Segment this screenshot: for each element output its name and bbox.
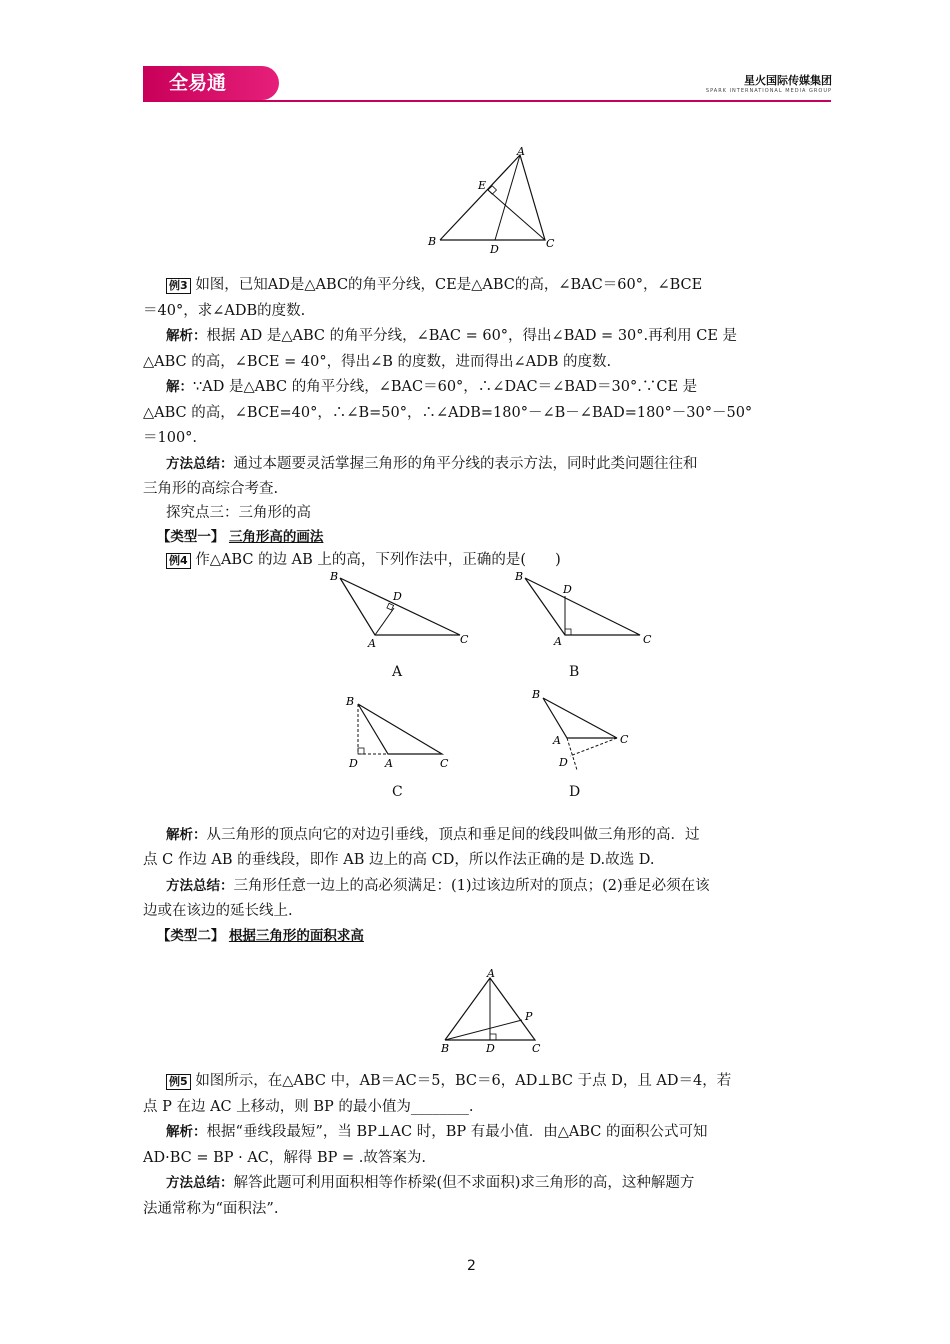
label-e: E: [478, 179, 487, 192]
option-d-label-d: D: [559, 756, 568, 769]
ex4-analysis-line2: 点 C 作边 AB 的垂线段，即作 AB 边上的高 CD，所以作法正确的是 D.故选 D.: [143, 852, 655, 868]
ex3-summary-label: 方法总结：: [166, 456, 234, 472]
ex4-summary-label: 方法总结：: [166, 878, 234, 894]
company-name: [706, 72, 832, 94]
option-b-label-d: D: [563, 583, 572, 596]
label-c: C: [546, 237, 555, 250]
option-c-label-b: B: [346, 695, 355, 708]
ex5-label-c: C: [532, 1042, 541, 1055]
option-a-label-d: D: [393, 590, 402, 603]
figure-ex5: [430, 965, 560, 1060]
option-c-caption: C: [392, 784, 403, 800]
type1-heading: [143, 527, 323, 547]
ex3-analysis-text1: 根据 AD 是△ABC 的角平分线，∠BAC = 60°，得出∠BAD = 30°.再利用 CE 是: [206, 328, 738, 344]
option-c-label-c: C: [440, 757, 449, 770]
ex5-analysis-line1: [143, 1122, 707, 1142]
ex4-question: [143, 550, 561, 570]
label-a: A: [517, 145, 525, 158]
ex5-summary-label: 方法总结：: [166, 1175, 234, 1191]
label-b: B: [428, 235, 437, 248]
ex5-label-a: A: [487, 967, 495, 980]
ex5-summary-line2: 法通常称为“面积法”.: [143, 1201, 279, 1217]
type2-heading: [143, 926, 364, 946]
ex5-question-line1: [143, 1071, 731, 1091]
ex4-summary-line1: [143, 876, 710, 896]
section-point3: [143, 503, 311, 523]
option-b-figure: [510, 570, 670, 650]
ex5-summary-line1: [143, 1173, 694, 1193]
section-point3-text: 探究点三：三角形的高: [166, 505, 312, 521]
option-b-label-b: B: [515, 570, 524, 583]
ex3-question-text1: 如图，已知AD是△ABC的角平分线，CE是△ABC的高，∠BAC＝60°，∠BCE: [195, 277, 703, 293]
brand-logo: 全易通: [143, 66, 279, 100]
ex4-analysis-label: 解析：: [166, 827, 207, 843]
option-d-label-a: A: [553, 734, 561, 747]
triangle-abc: [440, 155, 545, 240]
option-d-caption: D: [569, 784, 581, 800]
ex5-label-d: D: [486, 1042, 495, 1055]
option-c-label-a: A: [385, 757, 393, 770]
ex5-question-text1: 如图所示，在△ABC 中，AB＝AC＝5，BC＝6，AD⊥BC 于点 D，且 AD＝4，若: [195, 1073, 732, 1089]
ex5-question-line2: 点 P 在边 AC 上移动，则 BP 的最小值为________.: [143, 1099, 474, 1115]
ex3-analysis-line2: △ABC 的高，∠BCE = 40°，得出∠B 的度数，进而得出∠ADB 的度数.: [143, 354, 612, 370]
ex4-summary-line2: 边或在该边的延长线上.: [143, 903, 293, 919]
type1-bracket: 【类型一】: [156, 529, 225, 545]
option-a-label-c: C: [460, 633, 469, 646]
option-a-label-a: A: [368, 637, 376, 650]
ex5-summary-text1: 解答此题可利用面积相等作桥梁(但不求面积)求三角形的高，这种解题方: [233, 1175, 695, 1191]
ex3-question-line2: ＝40°，求∠ADB的度数.: [143, 303, 306, 319]
ex3-solution-line2: △ABC 的高，∠BCE=40°，∴∠B=50°，∴∠ADB=180°－∠B－∠BAD=180°－30°－50°: [143, 405, 753, 421]
ex5-analysis-text1: 根据“垂线段最短”，当 BP⊥AC 时，BP 有最小值．由△ABC 的面积公式可知: [206, 1124, 708, 1140]
segment-ce: [488, 190, 545, 240]
ex3-summary-text1: 通过本题要灵活掌握三角形的角平分线的表示方法，同时此类问题往往和: [233, 456, 698, 472]
ex4-tag: 例4: [166, 553, 191, 569]
option-d-label-c: C: [620, 733, 629, 746]
option-a-caption: A: [392, 664, 403, 680]
option-d-label-b: B: [532, 688, 541, 701]
option-b-caption: B: [569, 664, 580, 680]
option-a-figure: [320, 570, 480, 650]
type1-title: 三角形高的画法: [228, 529, 324, 545]
ex3-solution-line3: ＝100°.: [143, 430, 198, 446]
ex3-analysis-label: 解析：: [166, 328, 207, 344]
ex4-analysis-text1: 从三角形的顶点向它的对边引垂线，顶点和垂足间的线段叫做三角形的高．过: [206, 827, 700, 843]
ex3-question-line1: [143, 275, 702, 295]
company-name-cn: 星火国际传媒集团: [744, 74, 832, 87]
ex3-solution-label: 解：: [166, 379, 194, 395]
ex3-tag: 例3: [166, 278, 191, 294]
ex3-analysis-line1: [143, 326, 737, 346]
page-number: 2: [467, 1258, 476, 1274]
ex5-label-b: B: [441, 1042, 450, 1055]
type2-bracket: 【类型二】: [156, 928, 225, 944]
ex5-analysis-label: 解析：: [166, 1124, 207, 1140]
ex5-label-p: P: [525, 1010, 533, 1023]
ex3-summary-line2: 三角形的高综合考查.: [143, 481, 279, 497]
option-b-label-a: A: [554, 635, 562, 648]
header-rule: [143, 100, 831, 102]
option-c-label-d: D: [349, 757, 358, 770]
ex3-solution-line1: [143, 377, 697, 397]
label-d: D: [490, 243, 499, 255]
option-a-label-b: B: [330, 570, 339, 583]
ex5-analysis-line2: AD·BC = BP · AC，解得 BP = .故答案为.: [143, 1150, 427, 1166]
ex4-question-text: 作△ABC 的边 AB 上的高，下列作法中，正确的是( ): [195, 552, 561, 568]
ex3-summary-line1: [143, 454, 698, 474]
option-b-label-c: C: [643, 633, 652, 646]
option-c-figure: [340, 692, 470, 772]
ex3-solution-text1: ∵AD 是△ABC 的角平分线，∠BAC＝60°，∴∠DAC＝∠BAD＝30°.∵CE 是: [193, 379, 698, 395]
ex5-tag: 例5: [166, 1074, 191, 1090]
ex4-summary-text1: 三角形任意一边上的高必须满足：(1)过该边所对的顶点；(2)垂足必须在该: [233, 878, 710, 894]
option-d-figure: [525, 688, 645, 778]
company-name-en: SPARK INTERNATIONAL MEDIA GROUP: [705, 88, 832, 94]
figure-ex3: [420, 145, 560, 255]
type2-title: 根据三角形的面积求高: [228, 928, 364, 944]
ex4-analysis-line1: [143, 825, 700, 845]
